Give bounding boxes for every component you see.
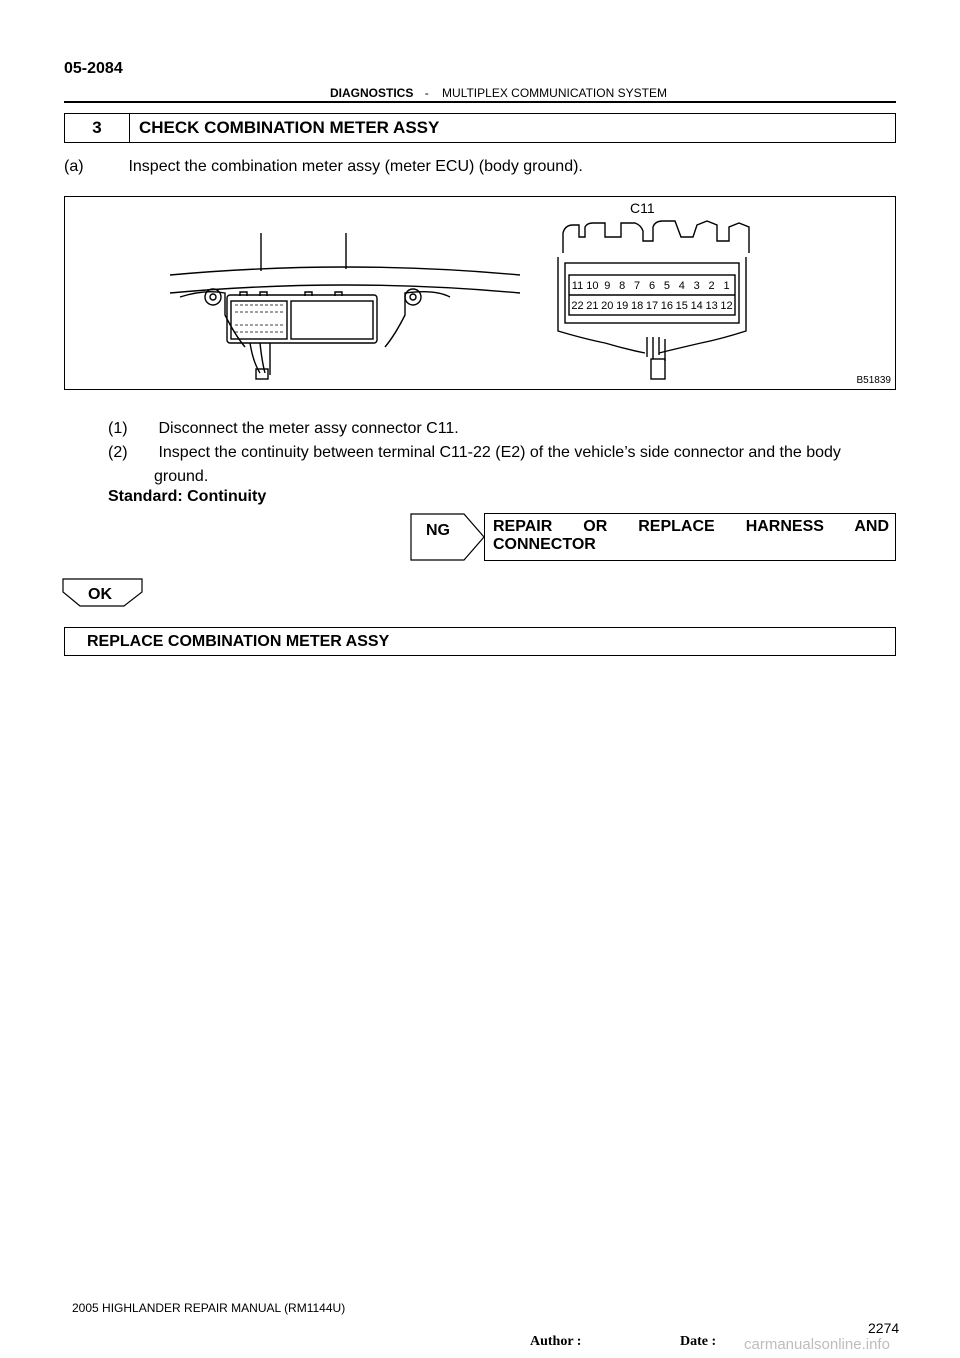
- substep-1: [108, 420, 898, 438]
- substep-2-text: Inspect the continuity between terminal C11-22 (E2) of the vehicle’s side connector and the body: [158, 444, 841, 461]
- substep-2-label: (2): [108, 444, 128, 461]
- terminal-12: 12: [720, 300, 733, 312]
- substep-2-continuation: ground.: [154, 468, 209, 485]
- instruction-text: Inspect the combination meter assy (meter ECU) (body ground).: [128, 158, 583, 175]
- terminal-7: 7: [634, 280, 641, 292]
- substep-2: [108, 444, 898, 486]
- substep-1-text: Disconnect the meter assy connector C11.: [158, 420, 459, 437]
- terminal-22: 22: [571, 300, 584, 312]
- terminal-row-bottom: [571, 300, 732, 312]
- page-code: 05-2084: [64, 60, 123, 77]
- final-action-box: [64, 627, 896, 656]
- terminal-18: 18: [630, 300, 644, 312]
- terminal-2: 2: [708, 280, 715, 292]
- footer-page-number: 2274: [868, 1320, 900, 1336]
- terminal-9: 9: [604, 280, 611, 292]
- terminal-5: 5: [663, 280, 670, 292]
- footer-manual: 2005 HIGHLANDER REPAIR MANUAL (RM1144U): [72, 1301, 346, 1315]
- section-name: DIAGNOSTICS: [330, 86, 414, 100]
- terminal-row-top: [572, 280, 730, 292]
- subsection-name: MULTIPLEX COMMUNICATION SYSTEM: [442, 86, 667, 100]
- terminal-19: 19: [616, 300, 629, 312]
- terminal-3: 3: [693, 280, 700, 292]
- connector-figure: [64, 196, 896, 390]
- terminal-13: 13: [705, 300, 718, 312]
- section-header: [330, 86, 667, 100]
- ng-action-line-1: REPAIR OR REPLACE HARNESS AND: [493, 518, 889, 535]
- footer-author-label: Author :: [530, 1334, 582, 1349]
- ng-action-line-2: CONNECTOR: [493, 536, 596, 553]
- terminal-8: 8: [619, 280, 626, 292]
- header-separator: -: [424, 86, 429, 100]
- terminal-15: 15: [675, 300, 688, 312]
- terminal-17: 17: [645, 300, 659, 312]
- watermark: carmanualsonline.info: [744, 1336, 890, 1353]
- standard-line: Standard: Continuity: [108, 488, 267, 505]
- terminal-6: 6: [648, 280, 656, 292]
- terminal-14: 14: [690, 300, 703, 312]
- terminal-21: 21: [586, 300, 599, 312]
- figure-code: B51839: [856, 375, 891, 386]
- terminal-11: 11: [571, 280, 584, 292]
- footer-date-label: Date :: [680, 1334, 717, 1349]
- connector-illustration: [65, 197, 895, 389]
- final-action-text: REPLACE COMBINATION METER ASSY: [87, 633, 390, 650]
- ng-arrow: [410, 513, 486, 561]
- substep-1-label: (1): [108, 420, 128, 437]
- ok-label: OK: [88, 586, 112, 603]
- ng-action-box: [484, 513, 896, 561]
- ng-label: NG: [426, 522, 450, 539]
- terminal-20: 20: [601, 300, 614, 312]
- header-rule: [64, 101, 896, 103]
- terminal-1: 1: [723, 280, 730, 292]
- terminal-4: 4: [678, 280, 685, 292]
- step-box: [64, 113, 896, 143]
- terminal-16: 16: [660, 300, 674, 312]
- step-title: CHECK COMBINATION METER ASSY: [139, 118, 440, 137]
- instruction-line: [64, 158, 583, 176]
- terminal-10: 10: [586, 280, 599, 292]
- ok-tab: [62, 578, 144, 608]
- connector-label: C11: [630, 200, 655, 216]
- step-number: 3: [65, 114, 130, 142]
- instruction-label: (a): [64, 158, 84, 175]
